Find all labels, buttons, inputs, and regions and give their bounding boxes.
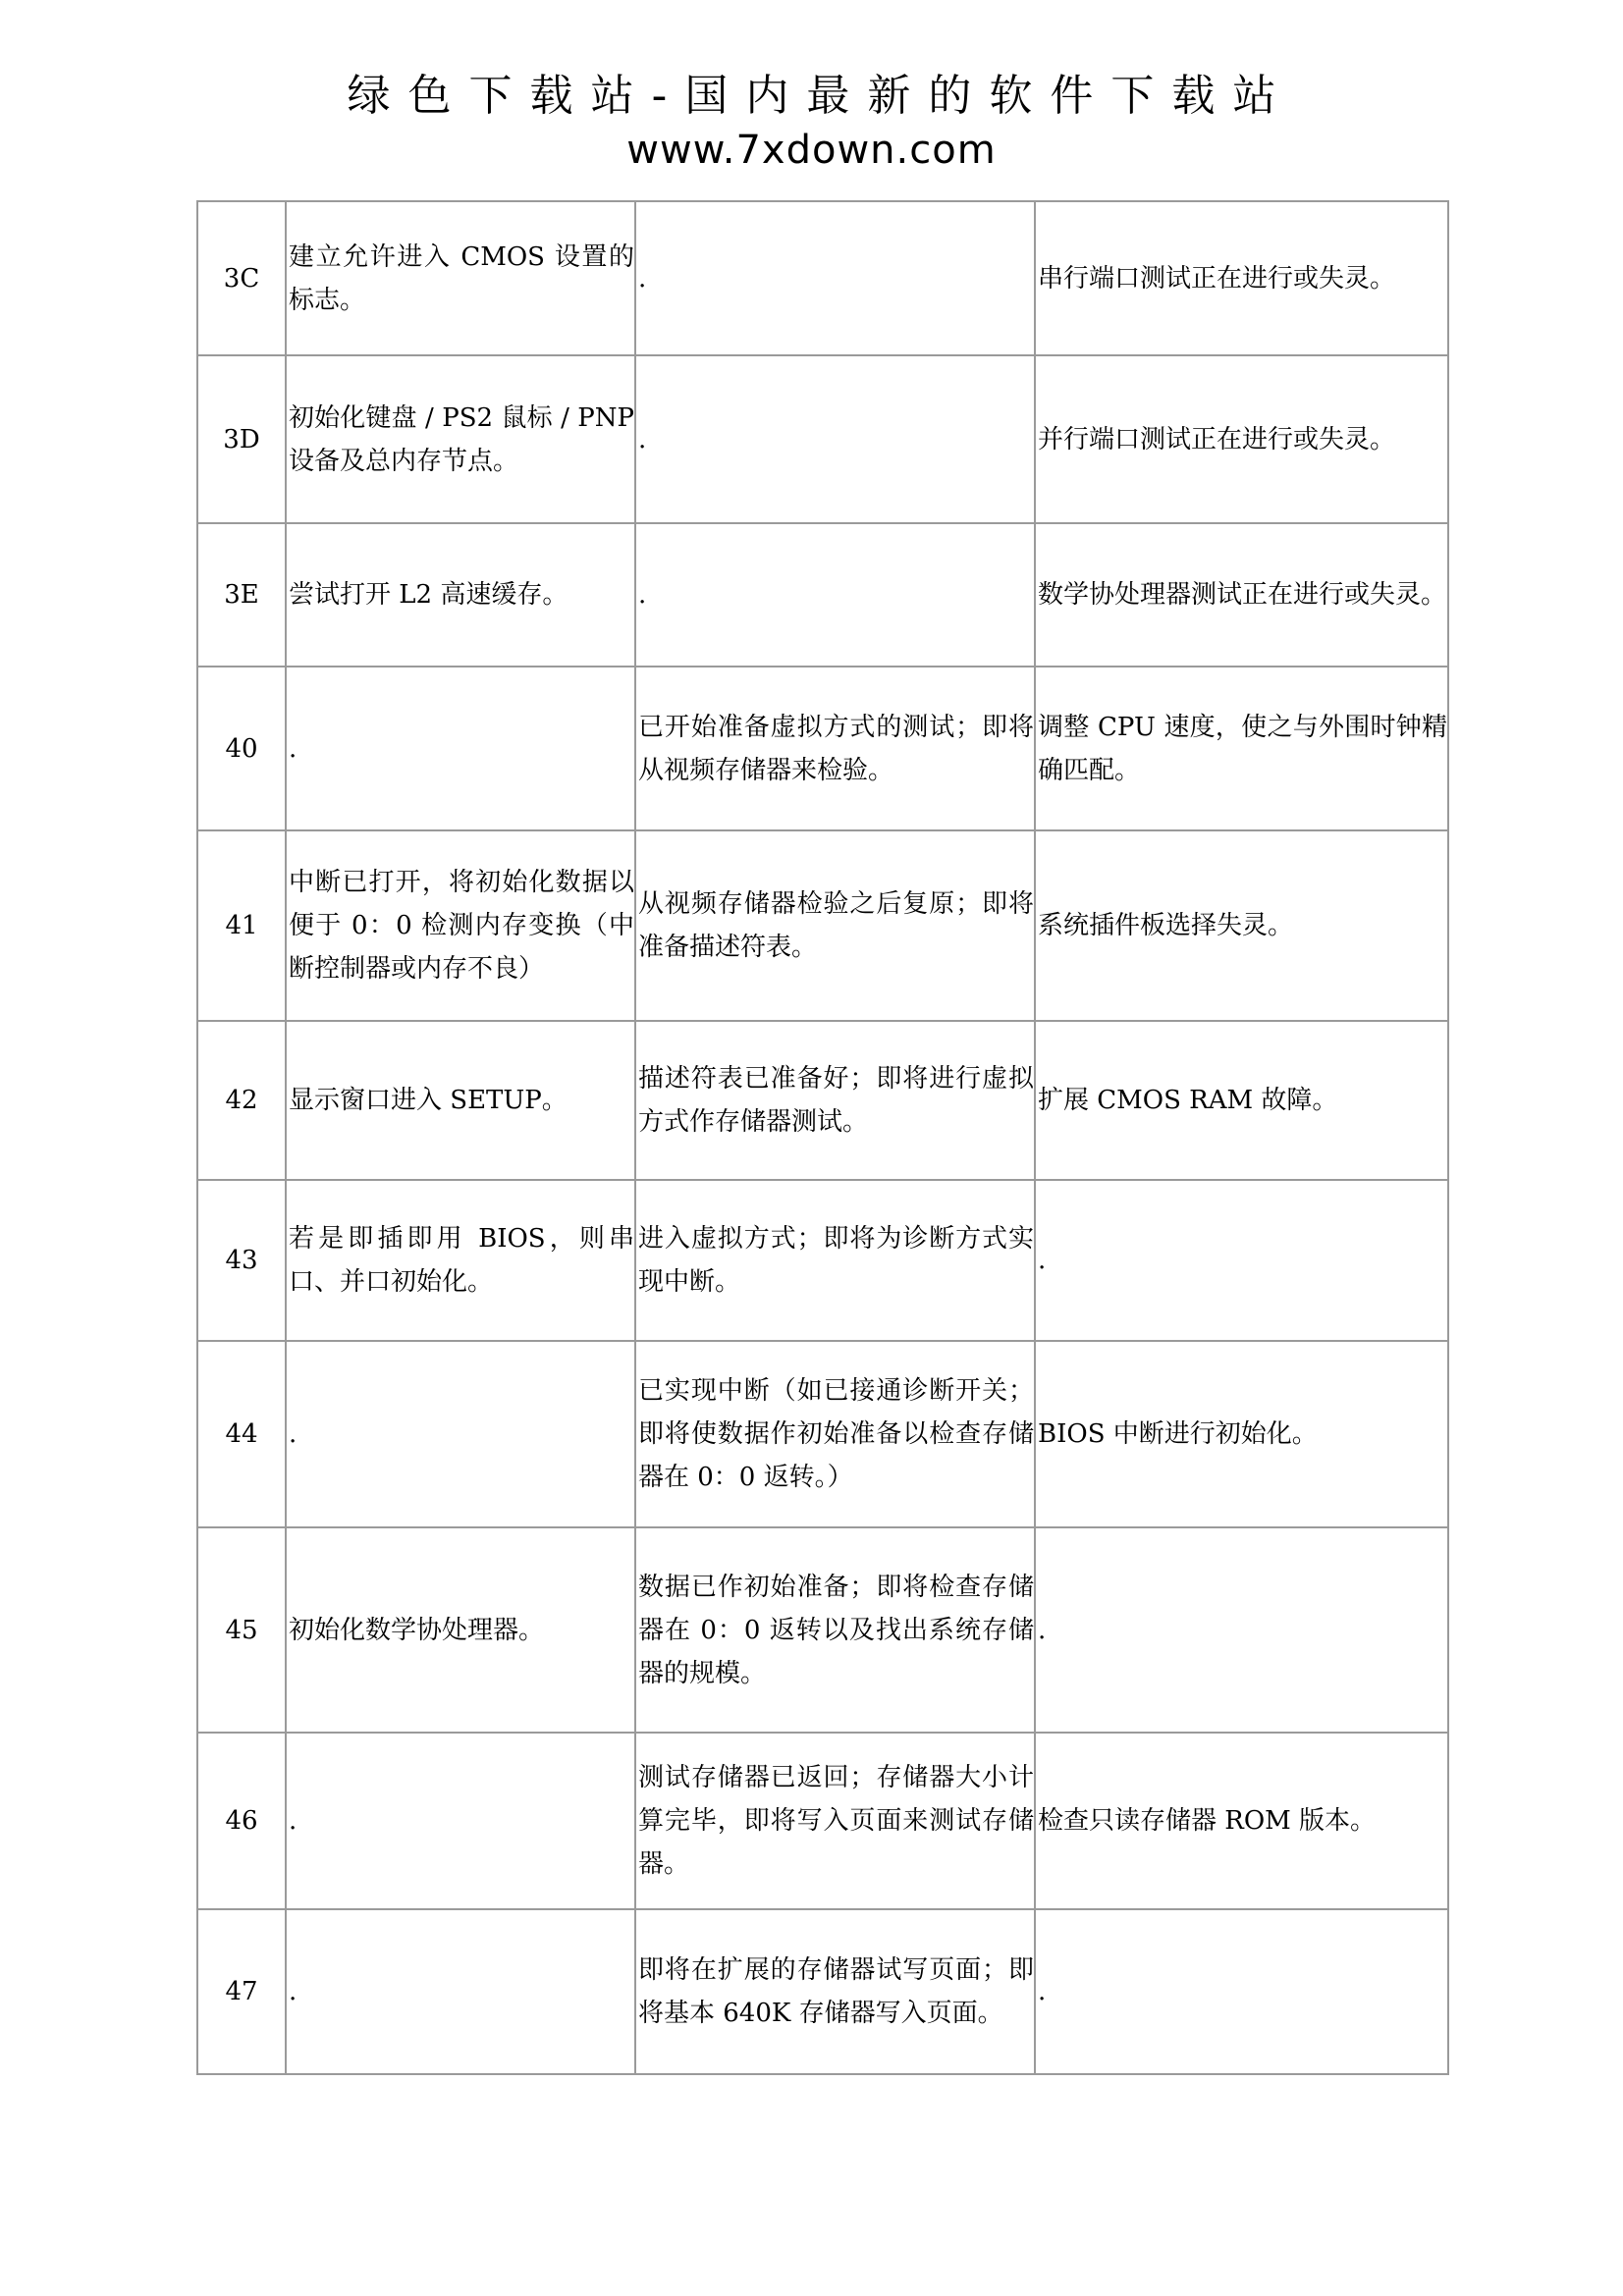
award-desc-cell: 初始化键盘 / PS2 鼠标 / PNP 设备及总内存节点。 xyxy=(286,355,635,523)
table-row xyxy=(197,355,1448,523)
ami-desc-cell: . xyxy=(635,355,1035,523)
table-row xyxy=(197,1733,1448,1909)
ami-desc-cell: . xyxy=(635,523,1035,667)
phoenix-desc-cell: 并行端口测试正在进行或失灵。 xyxy=(1035,355,1448,523)
post-code-cell: 42 xyxy=(197,1021,286,1180)
table-row xyxy=(197,1021,1448,1180)
table-row xyxy=(197,1909,1448,2074)
award-desc-cell: . xyxy=(286,1341,635,1527)
ami-desc-cell: 从视频存储器检验之后复原；即将准备描述符表。 xyxy=(635,830,1035,1021)
ami-desc-cell: 进入虚拟方式；即将为诊断方式实现中断。 xyxy=(635,1180,1035,1341)
award-desc-cell: 显示窗口进入 SETUP。 xyxy=(286,1021,635,1180)
phoenix-desc-cell: 调整 CPU 速度，使之与外围时钟精确匹配。 xyxy=(1035,667,1448,830)
ami-desc-cell: 数据已作初始准备；即将检查存储器在 0：0 返转以及找出系统存储器的规模。 xyxy=(635,1527,1035,1733)
post-code-cell: 40 xyxy=(197,667,286,830)
phoenix-desc-cell: 串行端口测试正在进行或失灵。 xyxy=(1035,201,1448,355)
award-desc-cell: . xyxy=(286,1909,635,2074)
site-url: www.7xdown.com xyxy=(626,128,997,173)
table-row xyxy=(197,1341,1448,1527)
table-row xyxy=(197,201,1448,355)
table-row xyxy=(197,1527,1448,1733)
award-desc-cell: 初始化数学协处理器。 xyxy=(286,1527,635,1733)
award-desc-cell: 若是即插即用 BIOS，则串口、并口初始化。 xyxy=(286,1180,635,1341)
post-code-cell: 45 xyxy=(197,1527,286,1733)
post-code-cell: 47 xyxy=(197,1909,286,2074)
post-code-cell: 46 xyxy=(197,1733,286,1909)
table-row xyxy=(197,1180,1448,1341)
site-title: 绿色下载站-国内最新的软件下载站 xyxy=(347,71,1294,121)
post-code-cell: 44 xyxy=(197,1341,286,1527)
post-code-cell: 41 xyxy=(197,830,286,1021)
award-desc-cell: 尝试打开 L2 高速缓存。 xyxy=(286,523,635,667)
phoenix-desc-cell: 系统插件板选择失灵。 xyxy=(1035,830,1448,1021)
post-code-cell: 3C xyxy=(197,201,286,355)
award-desc-cell: 中断已打开，将初始化数据以便于 0：0 检测内存变换（中断控制器或内存不良） xyxy=(286,830,635,1021)
award-desc-cell: 建立允许进入 CMOS 设置的标志。 xyxy=(286,201,635,355)
post-code-cell: 43 xyxy=(197,1180,286,1341)
phoenix-desc-cell: 数学协处理器测试正在进行或失灵。 xyxy=(1035,523,1448,667)
ami-desc-cell: 测试存储器已返回；存储器大小计算完毕，即将写入页面来测试存储器。 xyxy=(635,1733,1035,1909)
page-header xyxy=(0,69,1623,175)
phoenix-desc-cell: . xyxy=(1035,1909,1448,2074)
phoenix-desc-cell: BIOS 中断进行初始化。 xyxy=(1035,1341,1448,1527)
table-row xyxy=(197,523,1448,667)
ami-desc-cell: 已开始准备虚拟方式的测试；即将从视频存储器来检验。 xyxy=(635,667,1035,830)
ami-desc-cell: 即将在扩展的存储器试写页面；即将基本 640K 存储器写入页面。 xyxy=(635,1909,1035,2074)
phoenix-desc-cell: 扩展 CMOS RAM 故障。 xyxy=(1035,1021,1448,1180)
post-code-cell: 3E xyxy=(197,523,286,667)
ami-desc-cell: 描述符表已准备好；即将进行虚拟方式作存储器测试。 xyxy=(635,1021,1035,1180)
award-desc-cell: . xyxy=(286,1733,635,1909)
phoenix-desc-cell: 检查只读存储器 ROM 版本。 xyxy=(1035,1733,1448,1909)
phoenix-desc-cell: . xyxy=(1035,1180,1448,1341)
ami-desc-cell: 已实现中断（如已接通诊断开关；即将使数据作初始准备以检查存储器在 0：0 返转。） xyxy=(635,1341,1035,1527)
ami-desc-cell: . xyxy=(635,201,1035,355)
post-code-cell: 3D xyxy=(197,355,286,523)
post-code-table xyxy=(196,200,1449,2075)
table-row xyxy=(197,667,1448,830)
award-desc-cell: . xyxy=(286,667,635,830)
phoenix-desc-cell: . xyxy=(1035,1527,1448,1733)
table-row xyxy=(197,830,1448,1021)
